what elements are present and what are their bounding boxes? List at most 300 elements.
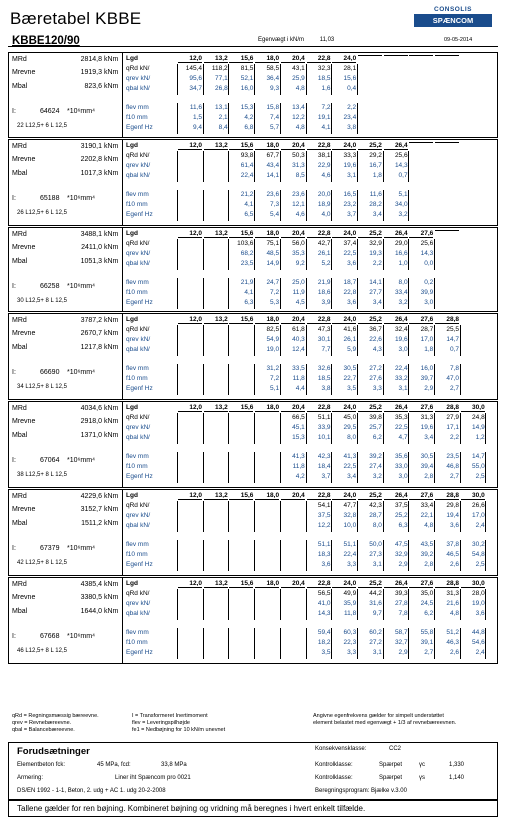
moment-value: 1511,2 xyxy=(81,520,102,527)
column-divider xyxy=(254,589,255,620)
row-label-egenf: Egenf Hz xyxy=(126,649,153,656)
row-label-egenf: Egenf Hz xyxy=(126,299,153,306)
column-divider xyxy=(331,325,332,356)
gamma-s-symbol: γs xyxy=(419,775,425,781)
inertia-label: I: xyxy=(12,545,16,552)
column-divider xyxy=(383,501,384,532)
table-cell-qbal: 16,0 xyxy=(240,85,254,92)
table-cell-qrev: 52,1 xyxy=(240,75,254,82)
table-cell-qrev: 19,3 xyxy=(369,250,382,257)
table-cell-f10: 12,1 xyxy=(292,201,305,208)
moment-unit: kNm xyxy=(104,520,119,527)
column-divider xyxy=(331,151,332,182)
table-cell-qrev: 21,6 xyxy=(446,600,459,607)
span-length-cell: 26,4 xyxy=(384,142,408,150)
column-divider xyxy=(306,151,307,182)
table-cell-qrd: 26,6 xyxy=(472,502,485,509)
strand-configuration: 26 L12,5+ 6 L 12,5 xyxy=(17,210,67,216)
table-cell-qbal: 2,4 xyxy=(475,522,485,529)
table-cell-qrev: 19,0 xyxy=(472,600,485,607)
table-cell-f10: 54,6 xyxy=(472,639,485,646)
table-cell-qrev: 24,5 xyxy=(420,600,434,607)
section-properties xyxy=(9,402,123,487)
span-length-cell: 24,0 xyxy=(332,316,356,324)
table-cell-qbal: 3,6 xyxy=(347,260,357,267)
legend-col-3 xyxy=(313,713,456,727)
column-divider xyxy=(203,190,204,221)
span-length-cell: 20,4 xyxy=(281,404,305,412)
column-divider xyxy=(254,628,255,659)
legend-col-2 xyxy=(132,713,225,734)
moment-value: 823,6 xyxy=(84,83,102,90)
moment-label: Mbal xyxy=(12,170,28,177)
table-cell-qrd: 35,0 xyxy=(420,590,434,597)
consolis-spaencom-logo xyxy=(414,6,492,27)
legend-line: Angivne egenfrekvens gælder for simpelt understøttet xyxy=(313,713,444,719)
moment-label: Mbal xyxy=(12,83,28,90)
span-length-cell: 30,0 xyxy=(461,404,485,412)
table-cell-f10: 46,5 xyxy=(446,551,459,558)
moment-value: 3190,1 xyxy=(80,143,102,150)
column-divider xyxy=(331,278,332,309)
column-divider xyxy=(460,540,461,571)
moment-label: Mrevne xyxy=(12,594,36,601)
table-cell-egenf: 4,2 xyxy=(295,473,305,480)
span-length-cell: 15,6 xyxy=(229,492,253,500)
table-cell-qrd: 28,1 xyxy=(343,65,357,72)
column-divider xyxy=(203,103,204,134)
column-divider xyxy=(306,103,307,134)
table-cell-flev: 27,2 xyxy=(369,365,382,372)
table-cell-f10: 32,9 xyxy=(394,551,408,558)
table-cell-qbal: 8,5 xyxy=(295,172,305,179)
column-divider xyxy=(434,239,435,270)
column-divider xyxy=(383,239,384,270)
table-cell-qrd: 29,8 xyxy=(446,502,459,509)
span-length-cell: 30,0 xyxy=(461,580,485,588)
moment-unit: kNm xyxy=(104,83,119,90)
table-cell-qrd: 32,9 xyxy=(369,240,382,247)
column-divider xyxy=(357,103,358,134)
column-divider xyxy=(383,325,384,356)
row-label-lgd: Lgd xyxy=(126,55,138,62)
moment-row-mbal xyxy=(12,258,122,271)
column-divider xyxy=(228,190,229,221)
column-divider xyxy=(254,239,255,270)
table-cell-qrev: 26,1 xyxy=(317,250,331,257)
table-cell-egenf: 2,7 xyxy=(424,649,434,656)
column-divider xyxy=(331,501,332,532)
moment-label: Mrevne xyxy=(12,69,36,76)
span-length-cell: 13,2 xyxy=(204,142,228,150)
column-divider xyxy=(203,64,204,95)
moment-value: 1919,3 xyxy=(80,69,102,76)
span-length-cell: 25,2 xyxy=(358,580,382,588)
column-divider xyxy=(280,628,281,659)
column-divider xyxy=(408,589,409,620)
table-cell-qrd: 47,3 xyxy=(317,326,331,333)
column-divider xyxy=(485,501,486,532)
table-cell-egenf: 3,4 xyxy=(347,473,357,480)
span-length-cell: 20,4 xyxy=(281,55,305,63)
table-cell-egenf: 3,4 xyxy=(372,211,382,218)
table-cell-flev: 16,5 xyxy=(343,191,357,198)
table-cell-egenf: 3,0 xyxy=(424,299,434,306)
span-length-cell: 22,8 xyxy=(307,55,331,63)
table-cell-flev: 42,3 xyxy=(317,453,331,460)
table-cell-flev: 59,4 xyxy=(317,629,331,636)
table-cell-egenf: 3,1 xyxy=(398,385,408,392)
table-cell-f10: 54,8 xyxy=(472,551,485,558)
row-label-qbal: qbal kN/ xyxy=(126,610,150,617)
column-divider xyxy=(177,540,178,571)
column-divider xyxy=(254,278,255,309)
table-cell-f10: 4,2 xyxy=(244,114,254,121)
table-cell-qrd: 75,1 xyxy=(266,240,280,247)
concrete-label: Elementbeton fck: xyxy=(17,762,66,768)
column-divider xyxy=(434,413,435,444)
column-divider xyxy=(383,628,384,659)
strand-configuration: 22 L12,5+ 6 L 12,5 xyxy=(17,123,67,129)
column-divider xyxy=(306,239,307,270)
column-divider xyxy=(254,103,255,134)
table-cell-qrd: 103,6 xyxy=(237,240,254,247)
column-divider xyxy=(357,540,358,571)
table-cell-flev: 11,6 xyxy=(189,104,202,111)
table-cell-egenf: 4,1 xyxy=(321,124,331,131)
span-length-cell xyxy=(409,142,433,143)
legend-line: fe1 = Nedbøjning for 10 kN/m unevnet xyxy=(132,727,226,733)
row-label-egenf: Egenf Hz xyxy=(126,561,153,568)
table-cell-qrev: 22,6 xyxy=(369,336,382,343)
table-cell-egenf: 4,5 xyxy=(295,299,305,306)
table-cell-f10: 22,3 xyxy=(343,639,357,646)
table-cell-qbal: 9,2 xyxy=(295,260,305,267)
span-length-cell: 18,0 xyxy=(255,316,279,324)
table-cell-qrev: 68,2 xyxy=(240,250,254,257)
table-cell-qrd: 82,5 xyxy=(266,326,280,333)
load-table-block xyxy=(8,139,498,226)
product-code: KBBE120/90 xyxy=(12,35,80,47)
load-table-block xyxy=(8,52,498,138)
table-cell-qrd: 33,3 xyxy=(343,152,357,159)
span-length-cell: 12,0 xyxy=(178,404,202,412)
table-cell-f10: 7,4 xyxy=(270,114,280,121)
load-table-block xyxy=(8,401,498,488)
column-divider xyxy=(228,628,229,659)
column-divider xyxy=(228,278,229,309)
table-cell-f10: 18,6 xyxy=(317,289,331,296)
moment-label: MRd xyxy=(12,493,27,500)
column-divider xyxy=(383,364,384,395)
row-label-f10: f10 mm xyxy=(126,463,148,470)
reinforcement-value: Liner iht Spæncom pro 0021 xyxy=(115,775,191,781)
section-properties xyxy=(9,578,123,663)
table-cell-qrd: 56,5 xyxy=(317,590,331,597)
table-cell-qrev: 22,1 xyxy=(420,512,434,519)
span-length-cell: 27,6 xyxy=(409,404,433,412)
inertia-row xyxy=(12,369,122,382)
table-cell-f10: 22,4 xyxy=(343,551,357,558)
table-cell-f10: 18,4 xyxy=(317,463,331,470)
table-cell-qrev: 40,3 xyxy=(292,336,305,343)
column-divider xyxy=(203,452,204,483)
row-label-qrev: qrev kN/ xyxy=(126,424,151,431)
column-divider xyxy=(203,278,204,309)
table-cell-qrd: 81,5 xyxy=(240,65,254,72)
column-divider xyxy=(254,151,255,182)
table-cell-f10: 27,7 xyxy=(369,289,382,296)
table-cell-f10: 1,5 xyxy=(192,114,202,121)
column-divider xyxy=(203,239,204,270)
span-length-cell: 22,8 xyxy=(307,404,331,412)
column-divider xyxy=(331,239,332,270)
span-length-cell: 25,2 xyxy=(358,316,382,324)
row-label-f10: f10 mm xyxy=(126,114,148,121)
span-length-cell: 15,6 xyxy=(229,404,253,412)
span-length-cell: 22,8 xyxy=(307,142,331,150)
moment-label: Mrevne xyxy=(12,506,36,513)
table-cell-qrd: 93,8 xyxy=(240,152,254,159)
table-cell-qrev: 16,7 xyxy=(369,162,382,169)
row-label-flev: flev mm xyxy=(126,629,149,636)
span-length-cell xyxy=(435,55,459,56)
legend-col-1 xyxy=(12,713,99,734)
moment-value: 3380,5 xyxy=(80,594,102,601)
table-cell-qrev: 25,7 xyxy=(369,424,382,431)
moment-row-mrd xyxy=(12,231,122,244)
column-divider xyxy=(460,452,461,483)
column-divider xyxy=(434,452,435,483)
table-cell-qbal: 23,5 xyxy=(240,260,254,267)
span-length-cell xyxy=(435,142,459,143)
table-cell-f10: 7,2 xyxy=(270,375,280,382)
table-cell-f10: 32,7 xyxy=(394,639,408,646)
moment-label: Mbal xyxy=(12,520,28,527)
moment-label: Mbal xyxy=(12,608,28,615)
load-table-block xyxy=(8,577,498,664)
logo-spaencom: SPÆNCOM xyxy=(414,14,492,27)
column-divider xyxy=(408,540,409,571)
table-cell-qbal: 1,6 xyxy=(321,85,331,92)
column-divider xyxy=(357,413,358,444)
table-cell-qrev: 30,1 xyxy=(317,336,331,343)
table-cell-flev: 7,8 xyxy=(449,365,459,372)
column-divider xyxy=(434,589,435,620)
table-cell-flev: 18,7 xyxy=(343,279,357,286)
row-label-qrd: qRd kN/ xyxy=(126,502,150,509)
column-divider xyxy=(357,364,358,395)
table-cell-qrd: 39,3 xyxy=(394,590,408,597)
column-divider xyxy=(485,628,486,659)
column-divider xyxy=(177,364,178,395)
row-label-qrev: qrev kN/ xyxy=(126,512,151,519)
table-cell-flev: 33,5 xyxy=(292,365,305,372)
table-cell-qrev: 16,6 xyxy=(394,250,408,257)
capacity-table xyxy=(124,402,497,487)
strand-configuration: 38 L12,5+ 8 L 12,5 xyxy=(17,472,67,478)
table-cell-qrev: 26,1 xyxy=(343,336,357,343)
span-length-cell: 26,4 xyxy=(384,316,408,324)
row-label-lgd: Lgd xyxy=(126,230,138,237)
span-length-cell: 15,6 xyxy=(229,230,253,238)
strand-configuration: 34 L12,5+ 8 L 12,5 xyxy=(17,384,67,390)
column-divider xyxy=(177,325,178,356)
table-cell-qbal: 3,1 xyxy=(347,172,357,179)
span-length-cell: 25,2 xyxy=(358,142,382,150)
moment-unit: kNm xyxy=(104,156,119,163)
column-divider xyxy=(434,364,435,395)
span-length-cell: 27,6 xyxy=(409,230,433,238)
row-label-qrev: qrev kN/ xyxy=(126,336,151,343)
column-divider xyxy=(383,589,384,620)
strand-configuration: 42 L12,5+ 8 L 12,5 xyxy=(17,560,67,566)
table-cell-egenf: 3,6 xyxy=(347,299,357,306)
table-cell-qrev: 43,4 xyxy=(266,162,280,169)
table-cell-f10: 33,0 xyxy=(394,463,408,470)
table-cell-flev: 39,2 xyxy=(369,453,382,460)
table-cell-qbal: 3,0 xyxy=(398,346,408,353)
table-cell-egenf: 8,4 xyxy=(218,124,228,131)
row-label-flev: flev mm xyxy=(126,453,149,460)
column-divider xyxy=(485,452,486,483)
row-label-flev: flev mm xyxy=(126,365,149,372)
table-cell-flev: 58,7 xyxy=(394,629,408,636)
inertia-unit: *10⁶mm⁴ xyxy=(67,545,96,552)
table-cell-qrd: 67,7 xyxy=(266,152,280,159)
span-length-cell: 13,2 xyxy=(204,55,228,63)
table-cell-qrd: 42,7 xyxy=(317,240,331,247)
table-cell-qrev: 19,6 xyxy=(420,424,434,431)
moment-unit: kNm xyxy=(104,405,119,412)
table-cell-qrd: 25,6 xyxy=(394,152,408,159)
table-cell-egenf: 3,3 xyxy=(372,385,382,392)
column-divider xyxy=(203,151,204,182)
column-divider xyxy=(280,540,281,571)
column-divider xyxy=(460,628,461,659)
table-cell-flev: 11,6 xyxy=(369,191,382,198)
table-cell-flev: 7,2 xyxy=(321,104,331,111)
row-label-f10: f10 mm xyxy=(126,639,148,646)
row-label-egenf: Egenf Hz xyxy=(126,473,153,480)
row-label-qrev: qrev kN/ xyxy=(126,600,151,607)
table-cell-flev: 30,2 xyxy=(472,541,485,548)
table-cell-flev: 14,7 xyxy=(472,453,485,460)
column-divider xyxy=(254,413,255,444)
moment-row-mrevne xyxy=(12,330,122,343)
table-cell-qrev: 41,0 xyxy=(317,600,331,607)
capacity-table xyxy=(124,53,497,137)
span-length-cell: 15,6 xyxy=(229,316,253,324)
table-cell-flev: 43,5 xyxy=(420,541,434,548)
table-cell-qbal: 3,6 xyxy=(449,522,459,529)
inertia-value: 65188 xyxy=(40,195,60,202)
table-cell-qrev: 31,3 xyxy=(292,162,305,169)
table-cell-qrev: 27,8 xyxy=(394,600,408,607)
moment-unit: kNm xyxy=(104,344,119,351)
section-properties xyxy=(9,53,123,137)
table-cell-qbal: 4,3 xyxy=(372,346,382,353)
table-cell-flev: 24,7 xyxy=(266,279,280,286)
inertia-unit: *10⁶mm⁴ xyxy=(67,633,96,640)
column-divider xyxy=(177,628,178,659)
column-divider xyxy=(460,413,461,444)
column-divider xyxy=(383,413,384,444)
load-table-block xyxy=(8,489,498,576)
column-divider xyxy=(254,64,255,95)
row-label-qbal: qbal kN/ xyxy=(126,260,150,267)
column-divider xyxy=(383,278,384,309)
footnote: Tallene gælder for ren bøjning. Kombineret bøjning og vridning må beregnes i hvert enkelt tilfælde. xyxy=(8,800,498,817)
column-divider xyxy=(306,413,307,444)
table-cell-flev: 21,9 xyxy=(317,279,331,286)
moment-unit: kNm xyxy=(104,493,119,500)
table-cell-qbal: 5,9 xyxy=(347,346,357,353)
inertia-unit: *10⁶mm⁴ xyxy=(67,283,96,290)
table-cell-qrev: 17,1 xyxy=(446,424,459,431)
column-divider xyxy=(357,151,358,182)
table-cell-qbal: 12,4 xyxy=(292,346,305,353)
table-cell-f10: 11,8 xyxy=(292,375,305,382)
table-cell-qrd: 31,3 xyxy=(420,414,434,421)
moment-label: Mrevne xyxy=(12,418,36,425)
column-divider xyxy=(280,325,281,356)
table-cell-qbal: 1,8 xyxy=(372,172,382,179)
table-cell-qrd: 25,5 xyxy=(446,326,459,333)
table-cell-f10: 28,2 xyxy=(369,201,382,208)
row-label-qrev: qrev kN/ xyxy=(126,162,151,169)
table-cell-flev: 22,4 xyxy=(394,365,408,372)
load-table-block xyxy=(8,227,498,312)
column-divider xyxy=(331,364,332,395)
column-divider xyxy=(177,278,178,309)
table-cell-qrev: 61,4 xyxy=(240,162,254,169)
table-cell-egenf: 2,7 xyxy=(449,385,459,392)
moment-row-mrevne xyxy=(12,506,122,519)
table-cell-qbal: 6,2 xyxy=(372,434,382,441)
table-cell-f10: 33,4 xyxy=(394,289,408,296)
span-length-cell: 22,8 xyxy=(307,230,331,238)
table-cell-flev: 51,1 xyxy=(317,541,331,548)
table-cell-egenf: 2,4 xyxy=(475,649,485,656)
self-weight xyxy=(258,37,334,43)
table-cell-qbal: 0,0 xyxy=(424,260,434,267)
table-cell-f10: 39,4 xyxy=(420,463,434,470)
capacity-table xyxy=(124,314,497,399)
moment-value: 3488,1 xyxy=(80,231,102,238)
legend-line: element belastet med egenvægt + 1/3 af revnebæreevnen. xyxy=(313,720,457,726)
inertia-row xyxy=(12,283,122,296)
column-divider xyxy=(331,64,332,95)
table-cell-qrev: 32,8 xyxy=(343,512,357,519)
table-cell-f10: 33,2 xyxy=(394,375,408,382)
row-label-flev: flev mm xyxy=(126,279,149,286)
span-length-cell: 12,0 xyxy=(178,230,202,238)
column-divider xyxy=(177,239,178,270)
moment-unit: kNm xyxy=(104,69,119,76)
moment-label: Mrevne xyxy=(12,330,36,337)
span-length-cell xyxy=(435,230,459,231)
table-cell-egenf: 2,5 xyxy=(475,473,485,480)
column-divider xyxy=(228,151,229,182)
table-cell-flev: 13,4 xyxy=(292,104,305,111)
capacity-table xyxy=(124,578,497,663)
table-cell-egenf: 3,2 xyxy=(398,299,408,306)
column-divider xyxy=(254,452,255,483)
column-divider xyxy=(460,589,461,620)
consequence-class-value: CC2 xyxy=(389,746,402,752)
span-length-cell: 18,0 xyxy=(255,404,279,412)
